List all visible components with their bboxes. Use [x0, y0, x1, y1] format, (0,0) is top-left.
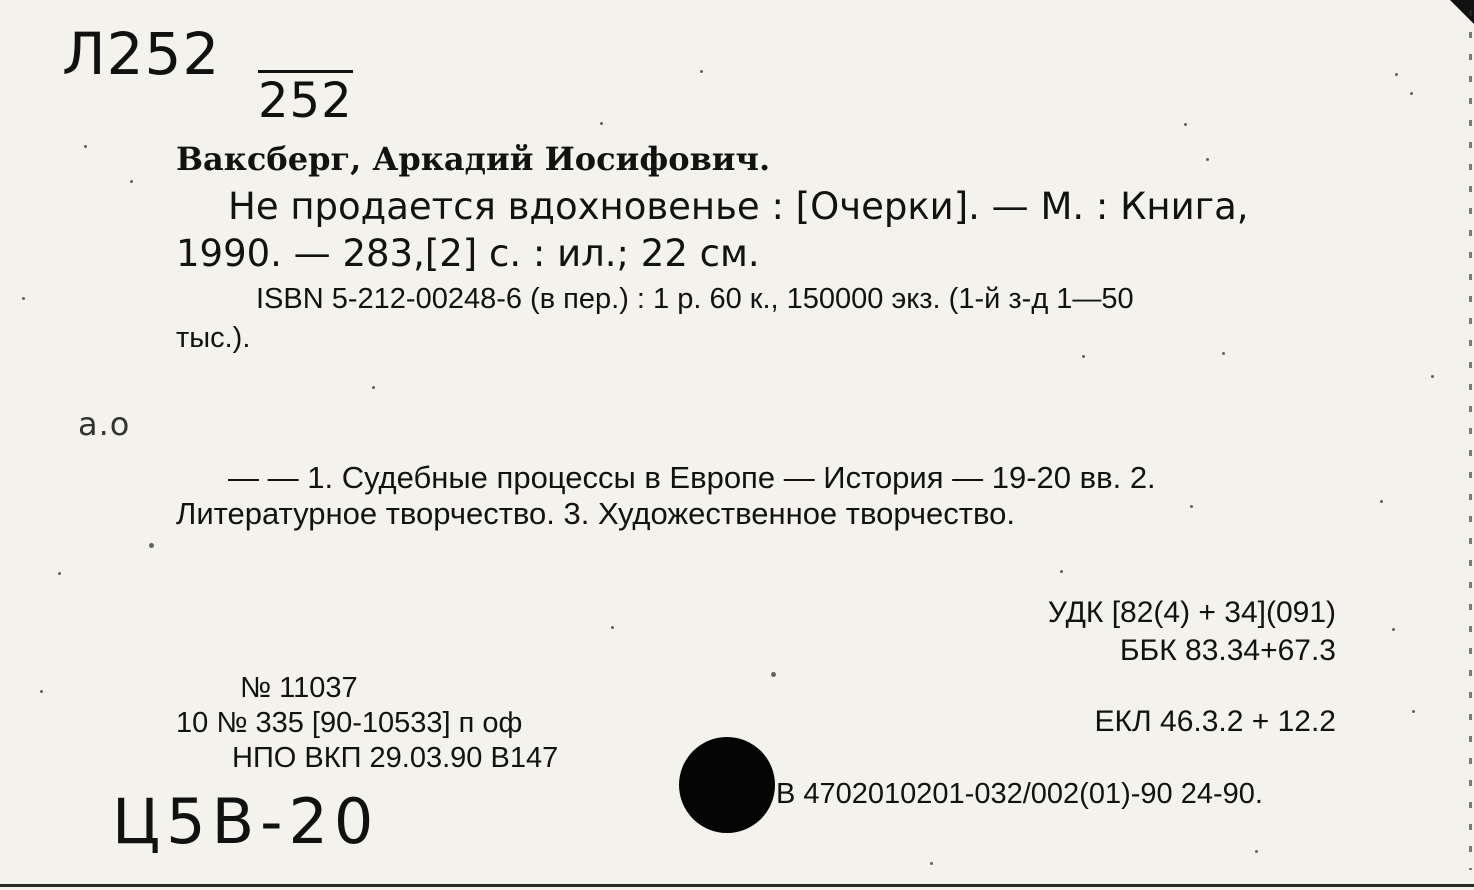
- publication-line: 1990. — 283,[2] с. : ил.; 22 см.: [176, 232, 760, 275]
- speck: [1392, 628, 1395, 631]
- speck: [1255, 850, 1258, 853]
- speck: [1222, 352, 1225, 355]
- speck: [771, 672, 776, 677]
- speck: [700, 70, 703, 73]
- speck: [149, 543, 154, 548]
- udk-index: УДК [82(4) + 34](091): [1047, 596, 1336, 629]
- catalog-code: В 4702010201-032/002(01)-90 24-90.: [776, 778, 1263, 810]
- speck: [372, 386, 375, 389]
- title-line: Не продается вдохновенье : [Очерки]. — М. : Книга,: [228, 185, 1249, 228]
- bottom-edge: [0, 884, 1474, 887]
- speck: [1190, 505, 1193, 508]
- speck: [58, 572, 61, 575]
- speck: [1395, 73, 1398, 76]
- speck: [611, 626, 614, 629]
- speck: [1410, 92, 1413, 95]
- speck: [40, 690, 43, 693]
- speck: [1412, 710, 1415, 713]
- speck: [84, 145, 87, 148]
- speck: [930, 862, 933, 865]
- npo-line: НПО ВКП 29.03.90 В147: [232, 742, 559, 774]
- speck: [130, 180, 133, 183]
- subjects-line: Литературное творчество. 3. Художественное творчество.: [176, 496, 1015, 531]
- speck: [1431, 375, 1434, 378]
- author-heading: Ваксберг, Аркадий Иосифович.: [176, 140, 771, 178]
- order-number: № 11037: [240, 672, 358, 704]
- speck: [1060, 570, 1063, 573]
- shelf-mark-denominator: 252: [258, 73, 353, 129]
- handwritten-code: Ц5В-20: [112, 785, 380, 858]
- speck: [600, 122, 603, 125]
- speck: [1206, 158, 1209, 161]
- speck: [22, 297, 25, 300]
- shelf-mark: Л252: [62, 20, 221, 88]
- speck: [1082, 355, 1085, 358]
- margin-note: а.о: [78, 405, 131, 443]
- isbn-line: ISBN 5-212-00248-6 (в пер.) : 1 р. 60 к., 150000 экз. (1-й з-д 1—50: [256, 283, 1134, 315]
- speck: [1380, 500, 1383, 503]
- shelf-mark-fraction: [258, 70, 353, 129]
- isbn-continuation: тыс.).: [176, 322, 251, 354]
- ekl-index: ЕКЛ 46.3.2 + 12.2: [1094, 705, 1336, 738]
- speck: [1184, 123, 1187, 126]
- subjects-line: — — 1. Судебные процессы в Европе — История — 19-20 вв. 2.: [228, 460, 1156, 495]
- punch-hole: [679, 737, 775, 833]
- card-edge: [1469, 10, 1472, 870]
- print-line: 10 № 335 [90-10533] п оф: [176, 707, 523, 739]
- bbk-index: ББК 83.34+67.3: [1119, 634, 1336, 667]
